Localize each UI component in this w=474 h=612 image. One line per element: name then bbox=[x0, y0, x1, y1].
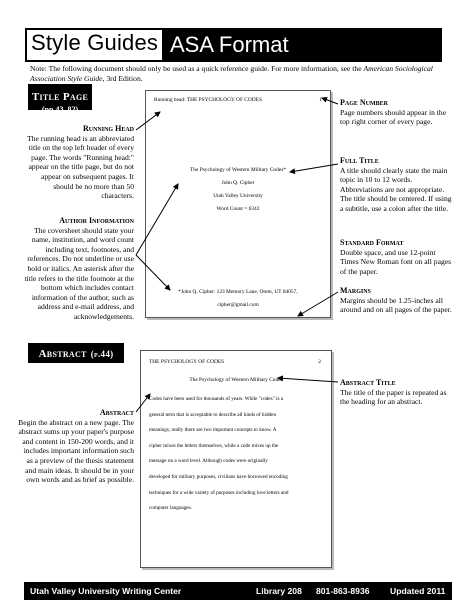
abstract-mock-line: computer languages. bbox=[149, 505, 192, 512]
note-manual-title: American Sociological Association Style Guide bbox=[30, 64, 433, 83]
abstract-mock-line: general term that is acceptable to describe all kinds of hidden bbox=[149, 411, 277, 418]
standard-format-heading: Standard Format bbox=[340, 238, 404, 247]
margins-arrow bbox=[298, 292, 338, 316]
margins-heading: Margins bbox=[340, 286, 371, 295]
abstract-mock-line: message on a word level. Although codes were originally bbox=[149, 458, 268, 465]
abstract-banner-pages: (p.44) bbox=[90, 349, 114, 359]
mock-title: The Psychology of Western Military Codes* bbox=[189, 167, 287, 173]
running-head-text: The running head is an abbreviated title on the top left header of every page. The words "Running head:" appear on the title page, but do not appear on subsequent pages. It should be no more than 50 characters. bbox=[27, 133, 134, 201]
abstract-mock-page-number: 2 bbox=[318, 359, 321, 365]
mock-footnote: *John Q. Cipher: 123 Memory Lane, Orem, UT 84057, bbox=[178, 289, 298, 295]
abstract-mock-title: The Psychology of Western Military Codes bbox=[189, 377, 283, 383]
abstract-text: Begin the abstract on a new page. The abstract sums up your paper's purpose and content in 150-200 words, and it includes important information such as a preview of the thesis statement and main ideas. It should be in your own words and as brief as possible. bbox=[18, 417, 134, 485]
abstract-mock-line: cipher mixes the letters themselves, while a code mixes up the bbox=[149, 442, 279, 449]
abstract-title-arrow bbox=[278, 378, 338, 382]
asa-format-heading: ASA Format bbox=[162, 28, 442, 62]
running-head-arrow bbox=[136, 112, 160, 130]
running-head-heading: Running Head bbox=[82, 124, 134, 133]
mock-email: cipher@gmail.com bbox=[217, 302, 259, 308]
title-page-banner-pages: (pp.43, 82) bbox=[41, 105, 79, 114]
mock-author: John Q. Cipher bbox=[221, 180, 255, 186]
full-title-arrow bbox=[290, 164, 338, 172]
abstract-arrow bbox=[136, 394, 150, 412]
note-suffix: , 3rd Edition. bbox=[102, 74, 143, 83]
page-number-arrow bbox=[322, 98, 338, 104]
margins-text: Margins should be 1.25-inches all around and on all pages of the paper. bbox=[340, 295, 452, 315]
footer-phone: 801-863-8936 bbox=[316, 586, 370, 596]
author-information-heading: Author Information bbox=[59, 216, 134, 225]
full-title-text: A title should clearly state the main topic in 10 to 12 words. Abbreviations are not appropriate. The title should be centered. If using a subtitle, use a colon after the title. bbox=[340, 165, 452, 213]
page-number-text: Page numbers should appear in the top right corner of every page. bbox=[340, 107, 447, 127]
mock-institution: Utah Valley University bbox=[213, 193, 263, 199]
mock-running-head: Running head: THE PSYCHOLOGY OF CODES bbox=[154, 97, 262, 103]
abstract-title-text: The title of the paper is repeated as the heading for an abstract. bbox=[340, 387, 447, 407]
author-info-arrow-footnote bbox=[136, 255, 170, 290]
author-info-arrow-title bbox=[136, 184, 178, 255]
footer-bar bbox=[24, 582, 452, 600]
note-prefix: Note: The following document should only be used as a quick reference guide. For more information, see the bbox=[30, 64, 364, 73]
title-page-banner-label: Title Page bbox=[31, 91, 89, 103]
author-information-text: The coversheet should state your name, institution, and word count including text, footnotes, and references. Do not underline or use bold or italics. An asterisk after the title refers to the title footnote at the bottom which includes contact information of the author, such as address and e-mail address, and acknowledgements. bbox=[24, 225, 134, 321]
style-guides-heading: Style Guides bbox=[25, 28, 164, 62]
abstract-mock-running-head: THE PSYCHOLOGY OF CODES bbox=[149, 359, 225, 365]
footer-writing-center: Utah Valley University Writing Center bbox=[30, 586, 182, 596]
abstract-title-heading: Abstract Title bbox=[340, 378, 396, 387]
abstract-mock-line: techniques for a wide variety of purposes including love letters and bbox=[149, 489, 289, 496]
footer-updated: Updated 2011 bbox=[390, 586, 446, 596]
abstract-banner-label: Abstract bbox=[38, 348, 87, 360]
footer-location: Library 208 bbox=[256, 586, 302, 596]
full-title-heading: Full Title bbox=[340, 156, 379, 165]
abstract-mock-line: meanings, really there are two important concepts to know. A bbox=[149, 427, 277, 434]
abstract-mock-line: developed for military purposes, civilians have borrowed encoding bbox=[149, 473, 288, 480]
standard-format-text: Double space, and use 12-point Times New Roman font on all pages of the paper. bbox=[340, 247, 452, 276]
mock-page-number: 1 bbox=[319, 97, 322, 103]
abstract-mock-line: Codes have been used for thousands of years. While "codes" is a bbox=[149, 396, 284, 402]
mock-word-count: Word Count = 6342 bbox=[216, 206, 260, 212]
abstract-heading: Abstract bbox=[99, 408, 134, 417]
page-number-heading: Page Number bbox=[340, 98, 388, 107]
